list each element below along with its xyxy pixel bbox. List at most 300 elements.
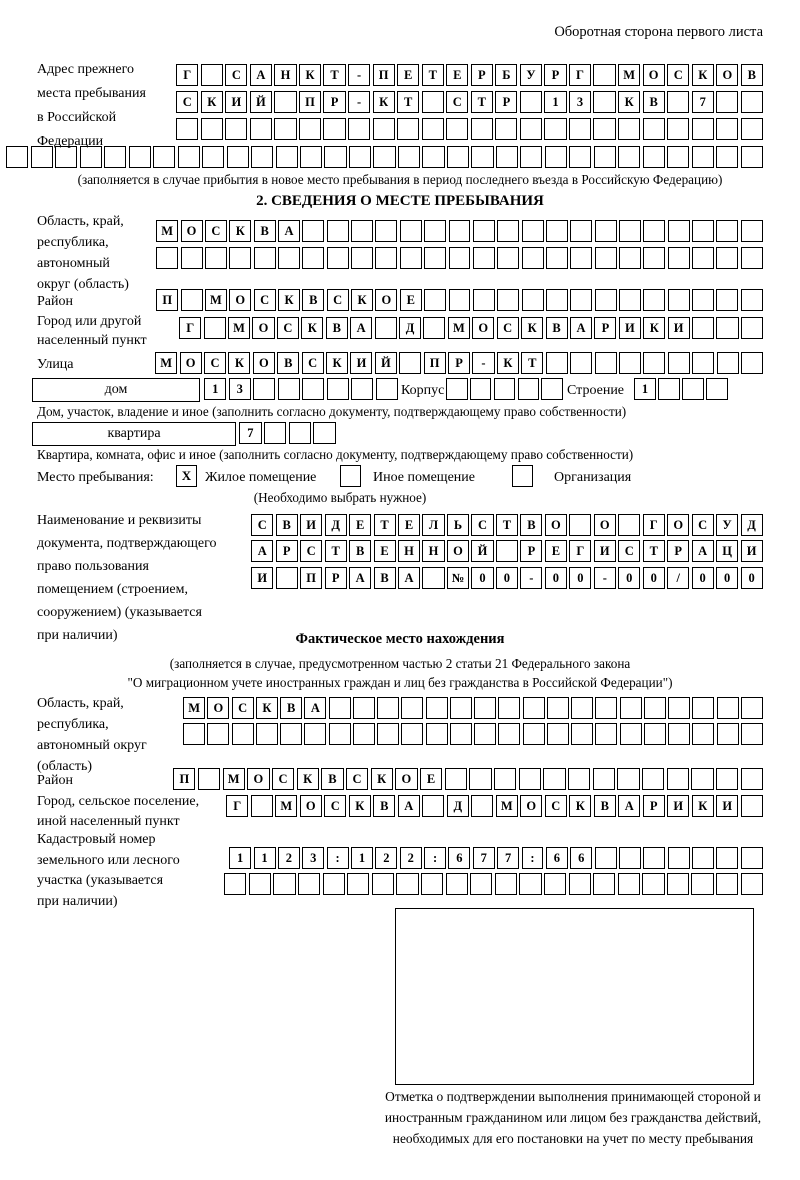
- char-cell: С: [302, 352, 324, 374]
- char-cell: [373, 118, 395, 140]
- char-cell: [274, 91, 296, 113]
- char-cell: Й: [471, 540, 493, 562]
- char-cell: [422, 795, 444, 817]
- char-cell: А: [692, 540, 714, 562]
- s2-street-label: Улица: [37, 357, 74, 372]
- char-cell: С: [545, 795, 567, 817]
- char-cell: К: [201, 91, 223, 113]
- prev-address-row-4: [5, 146, 764, 168]
- s2-city-label: [37, 312, 147, 350]
- char-cell: А: [570, 317, 592, 339]
- char-cell: А: [398, 567, 420, 589]
- char-cell: [541, 378, 562, 400]
- char-cell: [667, 146, 689, 168]
- char-cell: Е: [374, 540, 396, 562]
- char-cell: [692, 697, 714, 719]
- char-cell: А: [250, 64, 272, 86]
- char-cell: [595, 247, 617, 269]
- char-cell: [593, 118, 615, 140]
- korpus-label: Корпус: [401, 383, 445, 398]
- factual-note-line-2: "О миграционном учете иностранных граждан и лиц без гражданства в Российской Федерации"): [127, 675, 673, 690]
- prev-address-caption: (заполняется в случае прибытия в новое место пребывания в период последнего въезда в Российскую Федерацию): [77, 172, 723, 187]
- char-cell: [520, 118, 542, 140]
- char-cell: [497, 247, 519, 269]
- char-cell: К: [326, 352, 348, 374]
- char-cell: [593, 768, 615, 790]
- char-cell: [741, 247, 763, 269]
- char-cell: К: [692, 64, 714, 86]
- char-cell: [201, 118, 223, 140]
- char-cell: [278, 378, 300, 400]
- char-cell: П: [173, 768, 195, 790]
- char-cell: Ц: [716, 540, 738, 562]
- char-cell: С: [327, 289, 349, 311]
- s2-region-row-2: [155, 247, 764, 269]
- char-cell: Й: [375, 352, 397, 374]
- f-region-row-2: [182, 723, 764, 745]
- char-cell: [276, 146, 298, 168]
- char-cell: [545, 146, 567, 168]
- char-cell: [289, 422, 311, 444]
- cadastral-row-2: [223, 873, 764, 895]
- char-cell: В: [321, 768, 343, 790]
- char-cell: О: [253, 352, 275, 374]
- cadastral-label-line: участка (указывается: [37, 873, 164, 888]
- char-cell: [617, 768, 639, 790]
- char-cell: [692, 247, 714, 269]
- char-cell: А: [398, 795, 420, 817]
- char-cell: [377, 723, 399, 745]
- char-cell: [546, 247, 568, 269]
- prev-address-label-line: места пребывания: [37, 86, 146, 101]
- prev-address-label-line: Федерации: [37, 134, 104, 149]
- char-cell: [254, 247, 276, 269]
- char-cell: [373, 146, 395, 168]
- char-cell: [474, 723, 496, 745]
- char-cell: [691, 768, 713, 790]
- char-cell: [716, 768, 738, 790]
- char-cell: [595, 352, 617, 374]
- char-cell: [668, 352, 690, 374]
- char-cell: И: [251, 567, 273, 589]
- char-cell: В: [373, 795, 395, 817]
- char-cell: 1: [254, 847, 276, 869]
- char-cell: -: [472, 352, 494, 374]
- char-cell: [570, 220, 592, 242]
- char-cell: [351, 247, 373, 269]
- char-cell: [741, 317, 763, 339]
- char-cell: [495, 118, 517, 140]
- s2-city-label-line: Город или другой: [37, 314, 142, 329]
- char-cell: [471, 118, 493, 140]
- char-cell: В: [349, 540, 371, 562]
- char-cell: В: [277, 352, 299, 374]
- char-cell: М: [155, 352, 177, 374]
- f-city-label: [37, 792, 199, 832]
- char-cell: Г: [569, 540, 591, 562]
- char-cell: [424, 247, 446, 269]
- char-cell: [523, 723, 545, 745]
- char-cell: Д: [399, 317, 421, 339]
- char-cell: [353, 697, 375, 719]
- confirmation-mark-box: [395, 908, 754, 1085]
- char-cell: [716, 91, 738, 113]
- char-cell: [593, 91, 615, 113]
- char-cell: [618, 514, 640, 536]
- char-cell: [520, 91, 542, 113]
- char-cell: М: [496, 795, 518, 817]
- char-cell: Р: [325, 567, 347, 589]
- char-cell: [347, 873, 369, 895]
- char-cell: К: [497, 352, 519, 374]
- char-cell: [473, 220, 495, 242]
- char-cell: В: [302, 289, 324, 311]
- char-cell: О: [207, 697, 229, 719]
- char-cell: [595, 220, 617, 242]
- char-cell: П: [373, 64, 395, 86]
- char-cell: М: [448, 317, 470, 339]
- document-row-3: [250, 567, 764, 589]
- char-cell: 7: [497, 847, 519, 869]
- char-cell: [716, 118, 738, 140]
- section2-title: 2. СВЕДЕНИЯ О МЕСТЕ ПРЕБЫВАНИЯ: [256, 193, 544, 209]
- f-city-row: [225, 795, 764, 817]
- char-cell: Н: [274, 64, 296, 86]
- char-cell: Л: [422, 514, 444, 536]
- char-cell: [668, 247, 690, 269]
- char-cell: Р: [667, 540, 689, 562]
- char-cell: С: [324, 795, 346, 817]
- char-cell: [595, 697, 617, 719]
- char-cell: Г: [179, 317, 201, 339]
- char-cell: П: [300, 567, 322, 589]
- char-cell: 7: [239, 422, 261, 444]
- char-cell: [620, 723, 642, 745]
- char-cell: [181, 247, 203, 269]
- char-cell: 0: [545, 567, 567, 589]
- char-cell: [668, 723, 690, 745]
- char-cell: [31, 146, 53, 168]
- char-cell: [570, 289, 592, 311]
- char-cell: [741, 146, 763, 168]
- char-cell: Р: [594, 317, 616, 339]
- char-cell: [298, 873, 320, 895]
- char-cell: Р: [544, 64, 566, 86]
- char-cell: [741, 352, 763, 374]
- char-cell: [498, 697, 520, 719]
- char-cell: 6: [546, 847, 568, 869]
- cadastral-label-line: земельного или лесного: [37, 852, 180, 868]
- char-cell: С: [251, 514, 273, 536]
- char-cell: [682, 378, 704, 400]
- char-cell: А: [618, 795, 640, 817]
- char-cell: [424, 220, 446, 242]
- char-cell: [741, 723, 763, 745]
- char-cell: -: [348, 64, 370, 86]
- char-cell: О: [667, 514, 689, 536]
- char-cell: [716, 220, 738, 242]
- char-cell: П: [299, 91, 321, 113]
- char-cell: М: [183, 697, 205, 719]
- s2-city-label-line: населенный пункт: [37, 333, 147, 348]
- char-cell: [274, 118, 296, 140]
- char-cell: С: [300, 540, 322, 562]
- char-cell: 7: [473, 847, 495, 869]
- char-cell: [351, 220, 373, 242]
- char-cell: [446, 873, 468, 895]
- char-cell: О: [447, 540, 469, 562]
- char-cell: [227, 146, 249, 168]
- f-region-label-line: Область, край,: [37, 696, 124, 711]
- char-cell: /: [667, 567, 689, 589]
- char-cell: И: [300, 514, 322, 536]
- char-cell: [618, 146, 640, 168]
- char-cell: И: [741, 540, 763, 562]
- f-region-label-line: (область): [37, 759, 93, 774]
- char-cell: В: [374, 567, 396, 589]
- char-cell: [300, 146, 322, 168]
- char-cell: :: [327, 847, 349, 869]
- s2-district-label: Район: [37, 294, 73, 309]
- char-cell: [327, 220, 349, 242]
- char-cell: О: [181, 220, 203, 242]
- char-cell: К: [373, 91, 395, 113]
- char-cell: [251, 795, 273, 817]
- char-cell: [692, 723, 714, 745]
- char-cell: В: [254, 220, 276, 242]
- char-cell: [741, 118, 763, 140]
- f-district-label: Район: [37, 773, 73, 788]
- char-cell: 1: [634, 378, 656, 400]
- char-cell: [176, 118, 198, 140]
- char-cell: О: [643, 64, 665, 86]
- char-cell: [716, 247, 738, 269]
- char-cell: :: [522, 847, 544, 869]
- char-cell: [376, 378, 398, 400]
- char-cell: [692, 352, 714, 374]
- char-cell: [518, 378, 539, 400]
- char-cell: [198, 768, 220, 790]
- char-cell: [668, 847, 690, 869]
- char-cell: [706, 378, 728, 400]
- document-row-2: [250, 540, 764, 562]
- char-cell: [232, 723, 254, 745]
- char-cell: [276, 567, 298, 589]
- prev-address-label: [37, 58, 146, 154]
- char-cell: К: [618, 91, 640, 113]
- char-cell: [449, 289, 471, 311]
- char-cell: [273, 873, 295, 895]
- char-cell: [496, 540, 518, 562]
- char-cell: 1: [204, 378, 226, 400]
- char-cell: С: [205, 220, 227, 242]
- char-cell: [450, 697, 472, 719]
- char-cell: М: [156, 220, 178, 242]
- char-cell: [544, 118, 566, 140]
- char-cell: [692, 847, 714, 869]
- char-cell: [642, 768, 664, 790]
- char-cell: [717, 352, 739, 374]
- char-cell: [80, 146, 102, 168]
- char-cell: О: [594, 514, 616, 536]
- char-cell: [129, 146, 151, 168]
- char-cell: [546, 289, 568, 311]
- char-cell: [446, 378, 467, 400]
- s2-region-row-1: [155, 220, 764, 242]
- char-cell: Н: [398, 540, 420, 562]
- char-cell: К: [297, 768, 319, 790]
- page-side-note: Оборотная сторона первого листа: [554, 24, 763, 40]
- char-cell: В: [326, 317, 348, 339]
- char-cell: [497, 289, 519, 311]
- char-cell: [643, 847, 665, 869]
- char-cell: [619, 847, 641, 869]
- char-cell: [426, 697, 448, 719]
- factual-title: Фактическое место нахождения: [295, 631, 505, 647]
- char-cell: 3: [569, 91, 591, 113]
- char-cell: [595, 289, 617, 311]
- char-cell: К: [569, 795, 591, 817]
- char-cell: Р: [448, 352, 470, 374]
- char-cell: Г: [643, 514, 665, 536]
- char-cell: [595, 723, 617, 745]
- char-cell: [619, 220, 641, 242]
- residence-option-zhiloe-label: Жилое помещение: [205, 470, 317, 485]
- char-cell: 0: [471, 567, 493, 589]
- char-cell: К: [229, 220, 251, 242]
- char-cell: [302, 247, 324, 269]
- char-cell: В: [546, 317, 568, 339]
- cadastral-label-line: при наличии): [37, 893, 118, 909]
- char-cell: [522, 247, 544, 269]
- char-cell: [619, 289, 641, 311]
- char-cell: 2: [400, 847, 422, 869]
- stroenie-row: [633, 378, 729, 400]
- s2-street-row: [154, 352, 764, 374]
- s2-district-row: [155, 289, 764, 311]
- char-cell: С: [232, 697, 254, 719]
- char-cell: К: [371, 768, 393, 790]
- residence-type-label: Место пребывания:: [37, 470, 154, 485]
- char-cell: И: [350, 352, 372, 374]
- char-cell: У: [520, 64, 542, 86]
- char-cell: 1: [229, 847, 251, 869]
- char-cell: [593, 64, 615, 86]
- char-cell: О: [300, 795, 322, 817]
- char-cell: [329, 723, 351, 745]
- s2-city-row: [178, 317, 764, 339]
- char-cell: [202, 146, 224, 168]
- f-region-label-line: республика,: [37, 717, 109, 732]
- char-cell: [568, 768, 590, 790]
- char-cell: [618, 873, 640, 895]
- document-label-line: сооружением) (указывается: [37, 605, 202, 620]
- char-cell: О: [545, 514, 567, 536]
- char-cell: А: [349, 567, 371, 589]
- char-cell: [547, 697, 569, 719]
- char-cell: [183, 723, 205, 745]
- char-cell: [401, 697, 423, 719]
- char-cell: Д: [447, 795, 469, 817]
- char-cell: [104, 146, 126, 168]
- char-cell: [643, 118, 665, 140]
- char-cell: [667, 91, 689, 113]
- char-cell: [658, 378, 680, 400]
- char-cell: В: [276, 514, 298, 536]
- char-cell: [668, 289, 690, 311]
- char-cell: В: [643, 91, 665, 113]
- char-cell: [546, 352, 568, 374]
- char-cell: С: [272, 768, 294, 790]
- char-cell: [495, 873, 517, 895]
- char-cell: О: [716, 64, 738, 86]
- char-cell: [313, 422, 335, 444]
- char-cell: [55, 146, 77, 168]
- char-cell: [201, 64, 223, 86]
- prev-address-row-3: [175, 118, 764, 140]
- house-number-row: [203, 378, 399, 400]
- char-cell: -: [520, 567, 542, 589]
- char-cell: Т: [643, 540, 665, 562]
- char-cell: [494, 768, 516, 790]
- char-cell: Т: [471, 91, 493, 113]
- document-label: [37, 509, 217, 647]
- char-cell: Т: [323, 64, 345, 86]
- char-cell: Т: [397, 91, 419, 113]
- residence-option-inoe-label: Иное помещение: [373, 470, 475, 485]
- char-cell: С: [667, 64, 689, 86]
- document-label-line: документа, подтверждающего: [37, 536, 217, 551]
- char-cell: [668, 697, 690, 719]
- char-cell: [250, 118, 272, 140]
- char-cell: [251, 146, 273, 168]
- char-cell: [207, 723, 229, 745]
- char-cell: Г: [176, 64, 198, 86]
- char-cell: [178, 146, 200, 168]
- char-cell: [372, 873, 394, 895]
- char-cell: Д: [741, 514, 763, 536]
- s2-region-label-line: Область, край,: [37, 214, 124, 229]
- char-cell: [473, 247, 495, 269]
- char-cell: 3: [302, 847, 324, 869]
- char-cell: В: [594, 795, 616, 817]
- char-cell: Т: [325, 540, 347, 562]
- char-cell: И: [225, 91, 247, 113]
- char-cell: [644, 697, 666, 719]
- document-label-line: Наименование и реквизиты: [37, 513, 202, 528]
- char-cell: 2: [375, 847, 397, 869]
- char-cell: 6: [570, 847, 592, 869]
- cadastral-label-line: Кадастровый номер: [37, 832, 156, 847]
- char-cell: И: [667, 795, 689, 817]
- char-cell: А: [350, 317, 372, 339]
- char-cell: [399, 352, 421, 374]
- char-cell: [6, 146, 28, 168]
- char-cell: 1: [544, 91, 566, 113]
- char-cell: [546, 220, 568, 242]
- char-cell: Е: [420, 768, 442, 790]
- char-cell: М: [228, 317, 250, 339]
- stroenie-label: Строение: [567, 383, 625, 398]
- apartment-box-label: квартира: [32, 422, 236, 446]
- char-cell: О: [395, 768, 417, 790]
- char-cell: [643, 146, 665, 168]
- char-cell: С: [277, 317, 299, 339]
- char-cell: [717, 697, 739, 719]
- char-cell: Т: [521, 352, 543, 374]
- char-cell: [519, 768, 541, 790]
- char-cell: Г: [226, 795, 248, 817]
